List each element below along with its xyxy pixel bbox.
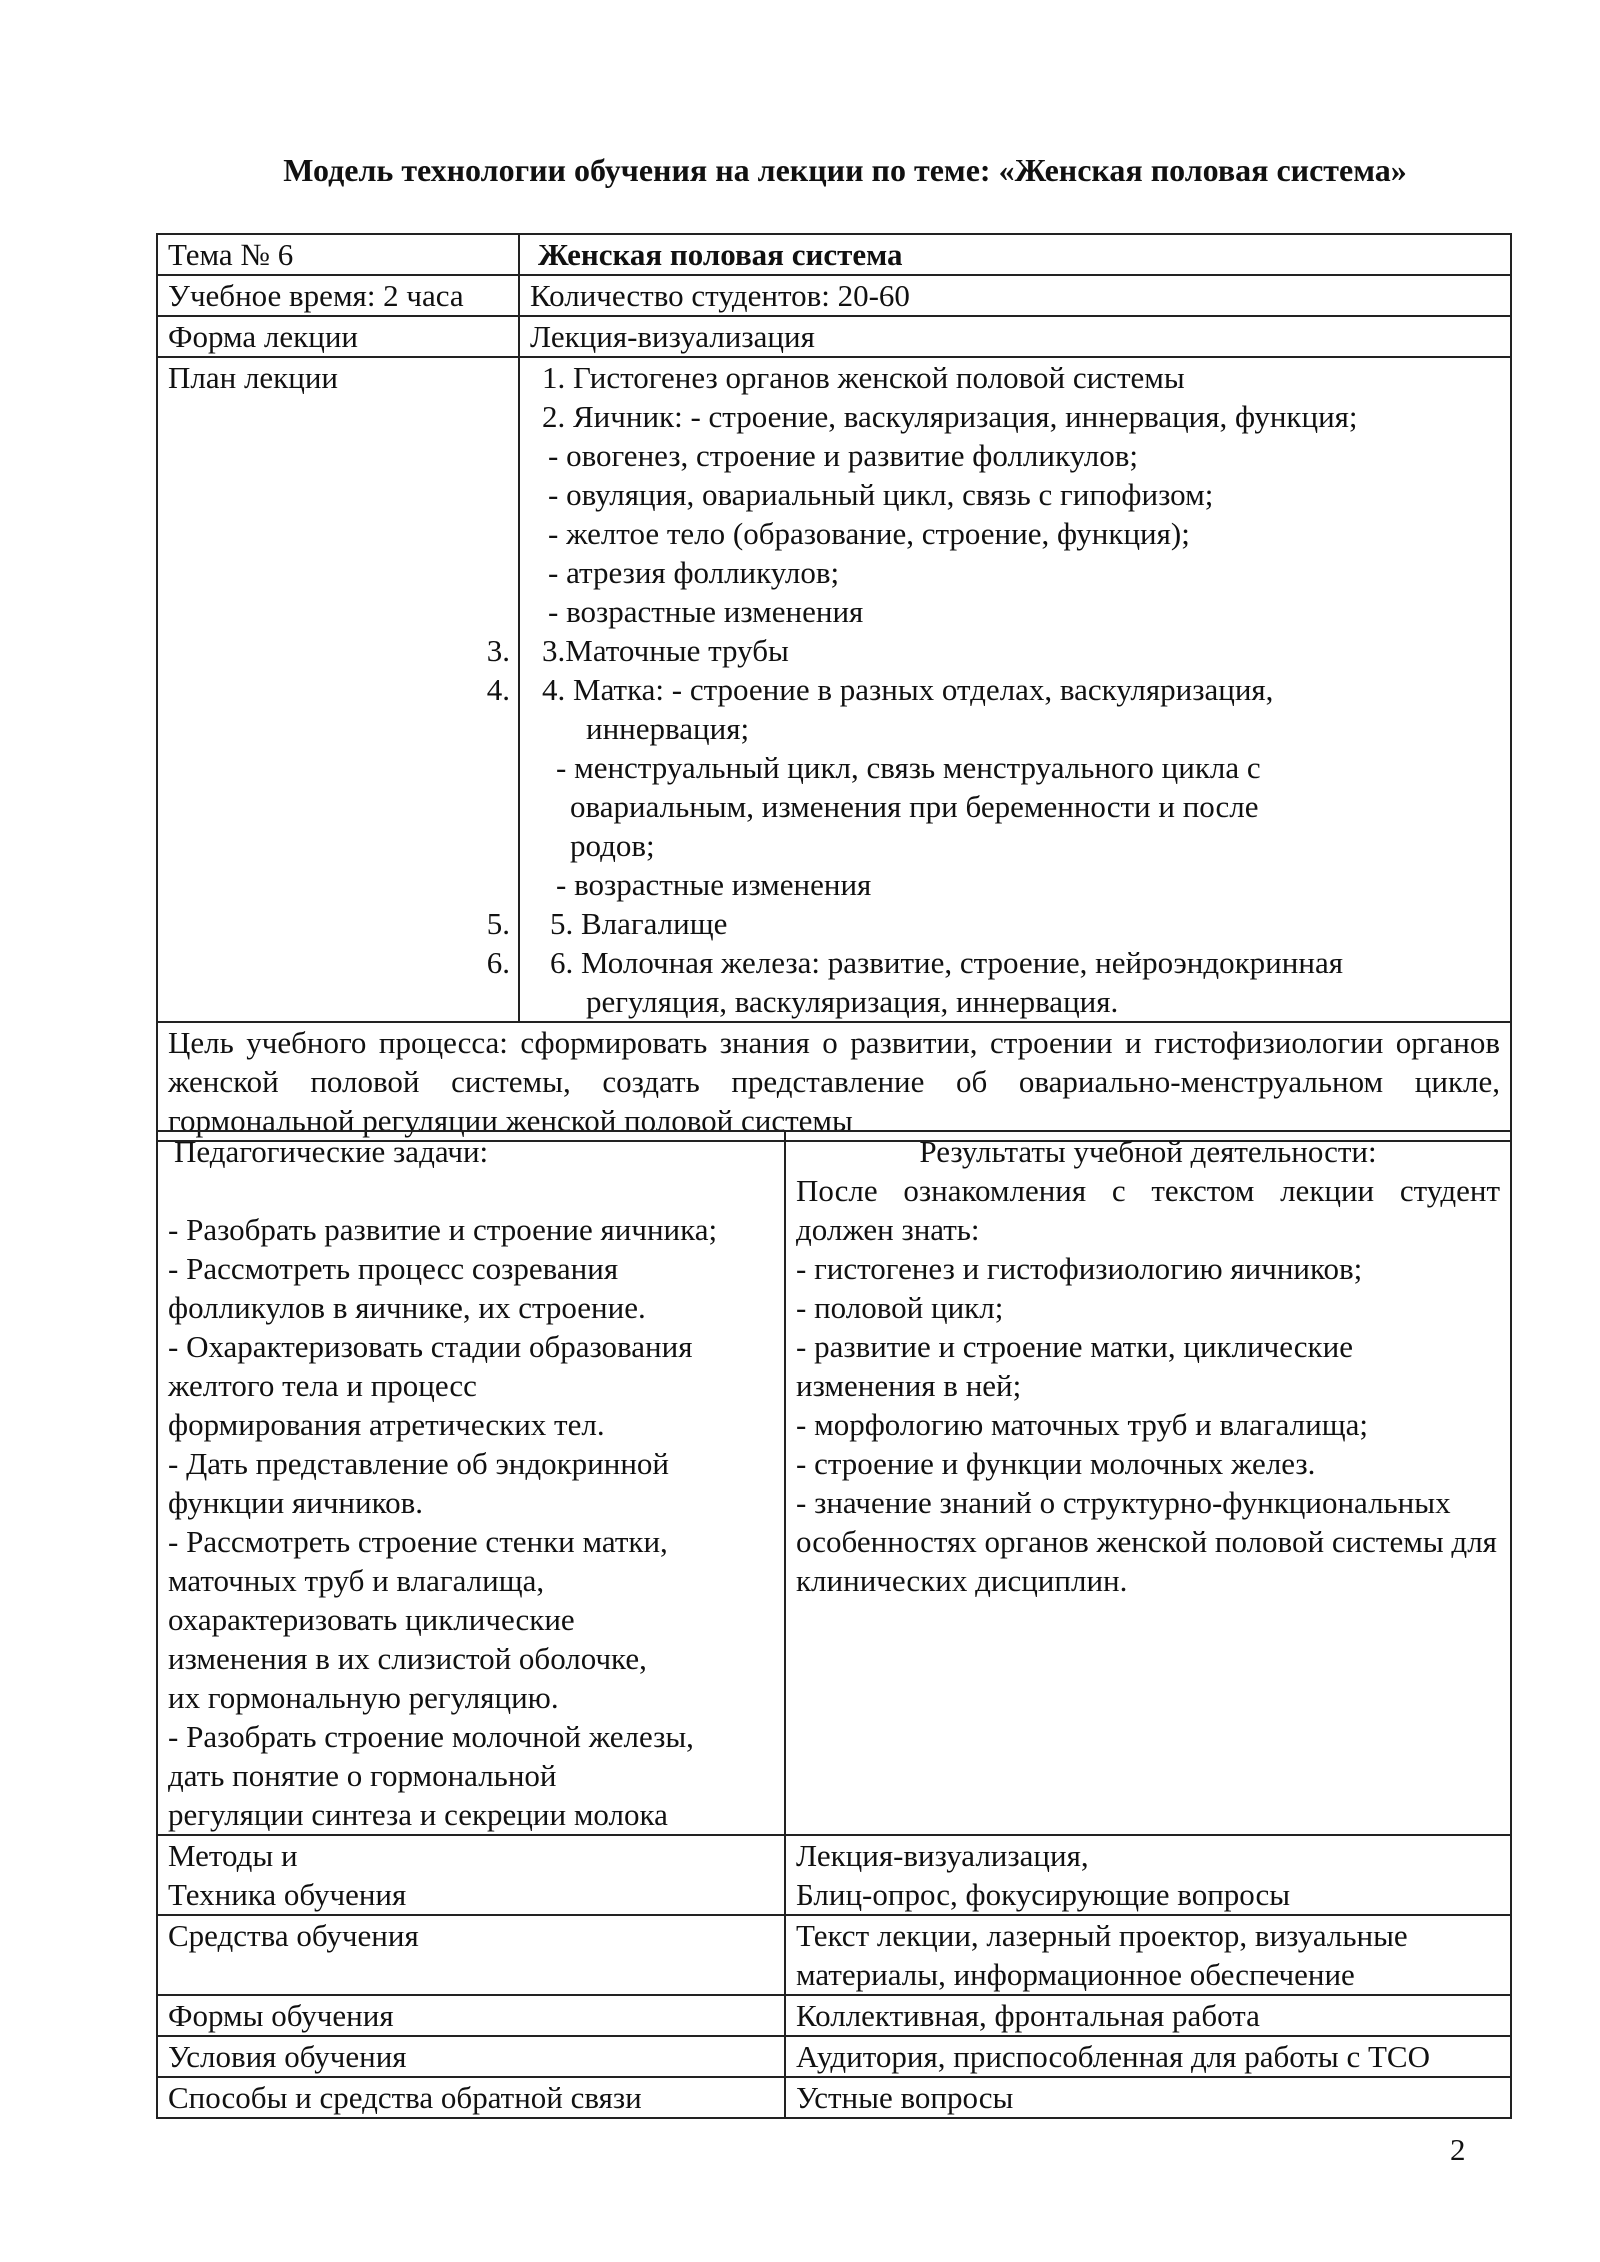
means-label: Средства обучения	[157, 1915, 785, 1995]
plan-line	[530, 514, 1500, 553]
result-line: - значение знаний о структурно-функциональных особенностях органов женской половой системы для клинических дисциплин.	[796, 1485, 1497, 1598]
table-row	[157, 1915, 1511, 1995]
task-line: маточных труб и влагалища,	[168, 1563, 545, 1598]
page-title: Модель технологии обучения на лекции по теме: «Женская половая система»	[283, 152, 1407, 188]
plan-line-text: иннервация;	[586, 711, 750, 746]
forms-value: Коллективная, фронтальная работа	[785, 1995, 1511, 2036]
plan-line-text: - овогенез, строение и развитие фолликулов;	[548, 438, 1138, 473]
plan-line	[530, 865, 1500, 904]
plan-line-number: 4.	[486, 672, 510, 707]
plan-line	[530, 592, 1500, 631]
result-line: - половой цикл;	[796, 1290, 1004, 1325]
plan-line	[530, 436, 1500, 475]
page-number: 2	[1450, 2132, 1466, 2167]
plan-line	[486, 904, 1500, 943]
students-count-value: Количество студентов: 20-60	[519, 275, 1511, 316]
task-line: охарактеризовать циклические	[168, 1602, 575, 1637]
plan-line	[530, 709, 1500, 748]
lecture-info-table	[156, 233, 1512, 1142]
plan-line	[530, 982, 1500, 1021]
plan-line	[530, 826, 1500, 865]
plan-line-text: 3.Маточные трубы	[542, 633, 789, 668]
results-cell	[785, 1131, 1511, 1835]
plan-label: План лекции	[157, 357, 519, 1022]
plan-line-text: 5. Влагалище	[550, 906, 728, 941]
plan-line-text: 6. Молочная железа: развитие, строение, нейроэндокринная	[550, 945, 1343, 980]
task-line: функции яичников.	[168, 1485, 423, 1520]
task-line: фолликулов в яичнике, их строение.	[168, 1290, 646, 1325]
plan-line	[530, 748, 1500, 787]
tasks-list	[168, 1171, 774, 1834]
result-line: - морфологию маточных труб и влагалища;	[796, 1407, 1368, 1442]
plan-line-text: овариальным, изменения при беременности и после	[570, 789, 1259, 824]
plan-list	[486, 358, 1500, 1021]
plan-line-number: 6.	[486, 945, 510, 980]
plan-content	[486, 357, 1511, 1022]
means-value: Текст лекции, лазерный проектор, визуальные материалы, информационное обеспечение	[785, 1915, 1511, 1995]
table-row	[157, 275, 1511, 316]
lecture-form-label: Форма лекции	[157, 316, 519, 357]
plan-line-text: 2. Яичник: - строение, васкуляризация, иннервация, функция;	[542, 399, 1358, 434]
task-line: изменения в их слизистой оболочке,	[168, 1641, 647, 1676]
plan-line	[530, 397, 1500, 436]
methods-label: Методы и Техника обучения	[157, 1835, 785, 1915]
table-row	[157, 1995, 1511, 2036]
plan-line-number: 5.	[486, 906, 510, 941]
conditions-label: Условия обучения	[157, 2036, 785, 2077]
tasks-cell	[157, 1131, 785, 1835]
lecture-form-value: Лекция-визуализация	[519, 316, 1511, 357]
task-line	[168, 1171, 774, 1210]
plan-line	[486, 943, 1500, 982]
task-line: - Рассмотреть процесс созревания	[168, 1251, 619, 1286]
plan-line-text: - атрезия фолликулов;	[548, 555, 840, 590]
task-line: - Разобрать развитие и строение яичника;	[168, 1212, 718, 1247]
plan-line	[530, 553, 1500, 592]
task-line: дать понятие о гормональной	[168, 1758, 557, 1793]
task-line: формирования атретических тел.	[168, 1407, 605, 1442]
task-line: их гормональную регуляцию.	[168, 1680, 559, 1715]
plan-line-text: 4. Матка: - строение в разных отделах, васкуляризация,	[542, 672, 1274, 707]
feedback-label: Способы и средства обратной связи	[157, 2077, 785, 2118]
table-row	[157, 2077, 1511, 2118]
tasks-results-table	[156, 1130, 1512, 2119]
goal-text: Цель учебного процесса: сформировать знания о развитии, строении и гистофизиологии органов женской половой системы, создать представление об овариально-менструальном цикле, гормональной регуляции женской половой системы	[157, 1022, 1511, 1141]
plan-line-text: - менструальный цикл, связь менструального цикла с	[556, 750, 1261, 785]
task-line: желтого тела и процесс	[168, 1368, 477, 1403]
plan-line	[530, 787, 1500, 826]
plan-line	[486, 670, 1500, 709]
tasks-header: Педагогические задачи:	[174, 1134, 489, 1169]
plan-line-text: - желтое тело (образование, строение, функция);	[548, 516, 1190, 551]
plan-line	[530, 358, 1500, 397]
task-line: - Дать представление об эндокринной	[168, 1446, 670, 1481]
plan-line	[530, 475, 1500, 514]
plan-line	[486, 631, 1500, 670]
feedback-value: Устные вопросы	[785, 2077, 1511, 2118]
plan-line-text: 1. Гистогенез органов женской половой системы	[542, 360, 1185, 395]
plan-line-text: регуляция, васкуляризация, иннервация.	[586, 984, 1119, 1019]
table-row	[157, 1131, 1511, 1835]
plan-line-text: - овуляция, овариальный цикл, связь с гипофизом;	[548, 477, 1214, 512]
topic-label: Тема № 6	[157, 234, 519, 275]
plan-line-text: - возрастные изменения	[556, 867, 872, 902]
table-row	[157, 234, 1511, 275]
table-row	[157, 2036, 1511, 2077]
results-header: Результаты учебной деятельности:	[919, 1134, 1377, 1169]
table-row	[157, 316, 1511, 357]
task-line: регуляции синтеза и секреции молока	[168, 1797, 668, 1832]
task-line: - Охарактеризовать стадии образования	[168, 1329, 693, 1364]
study-time-label: Учебное время: 2 часа	[157, 275, 519, 316]
plan-line-number: 3.	[486, 633, 510, 668]
results-list	[796, 1249, 1500, 1600]
task-line: - Рассмотреть строение стенки матки,	[168, 1524, 668, 1559]
methods-value: Лекция-визуализация, Блиц-опрос, фокусирующие вопросы	[785, 1835, 1511, 1915]
conditions-value: Аудитория, приспособленная для работы с ТСО	[785, 2036, 1511, 2077]
table-row	[157, 1835, 1511, 1915]
topic-value: Женская половая система	[519, 234, 1511, 275]
result-line: - строение и функции молочных желез.	[796, 1446, 1316, 1481]
plan-line-text: родов;	[570, 828, 655, 863]
table-row	[157, 1022, 1511, 1141]
result-line: - развитие и строение матки, циклические изменения в ней;	[796, 1329, 1353, 1403]
result-line: - гистогенез и гистофизиологию яичников;	[796, 1251, 1363, 1286]
results-intro: После ознакомления с текстом лекции студент должен знать:	[796, 1173, 1500, 1247]
task-line: - Разобрать строение молочной железы,	[168, 1719, 694, 1754]
forms-label: Формы обучения	[157, 1995, 785, 2036]
table-row	[157, 357, 1511, 1022]
plan-line-text: - возрастные изменения	[548, 594, 864, 629]
